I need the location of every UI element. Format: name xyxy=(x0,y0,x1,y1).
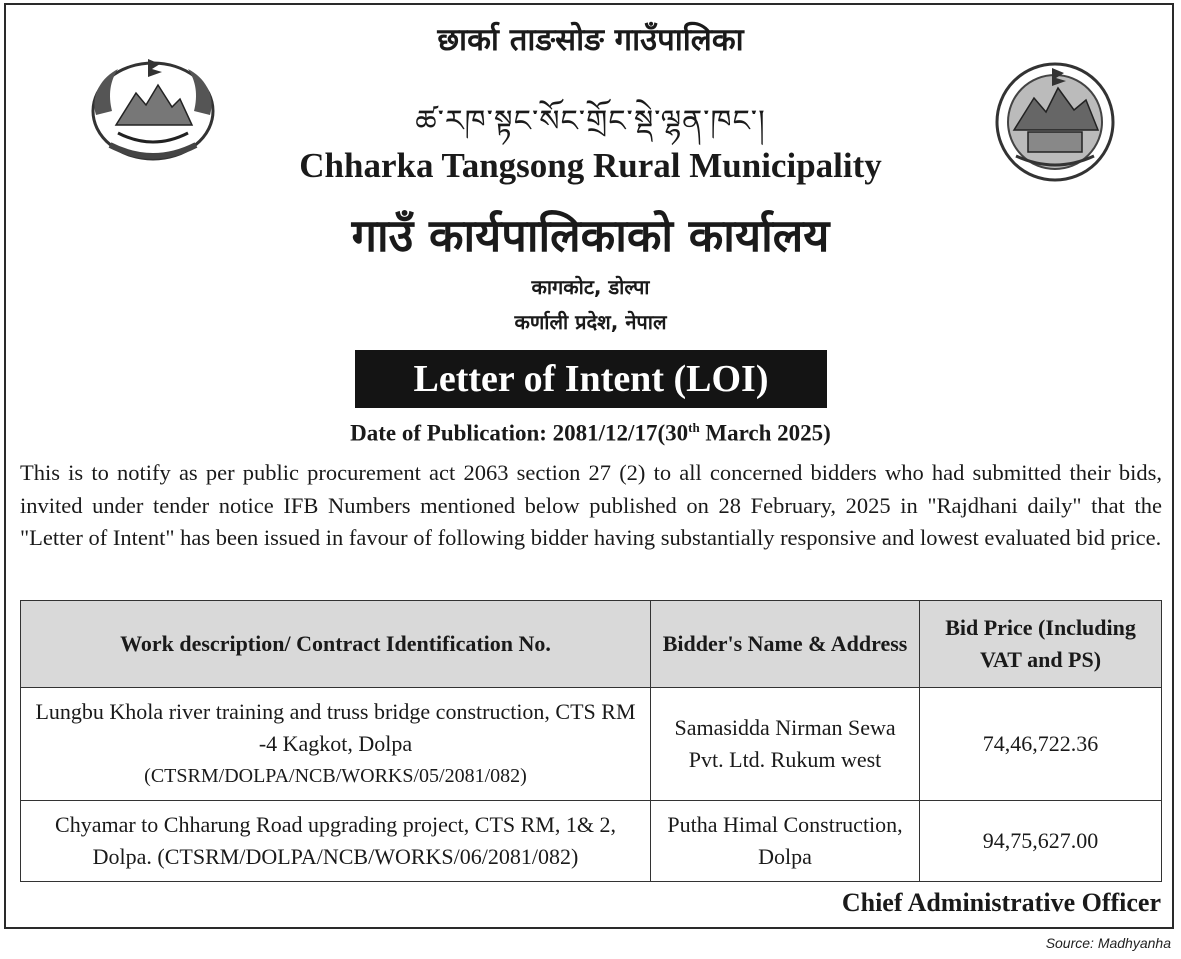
municipality-name-english: Chharka Tangsong Rural Municipality xyxy=(299,146,882,185)
table-row xyxy=(21,688,1162,801)
work-description-cell xyxy=(21,688,651,801)
source-credit: Source: Madhyanha xyxy=(1045,935,1171,951)
publication-date xyxy=(0,420,1181,447)
municipality-name-nepali: छार्का ताङसोङ गाउँपालिका xyxy=(437,22,744,58)
loi-table xyxy=(20,600,1162,882)
work-description-cell: Chyamar to Chharung Road upgrading project, CTS RM, 1& 2, Dolpa. (CTSRM/DOLPA/NCB/WORKS/06/2081/082) xyxy=(21,801,651,882)
bid-price-cell: 94,75,627.00 xyxy=(920,801,1162,882)
header-bidder: Bidder's Name & Address xyxy=(651,601,920,688)
work-description: Lungbu Khola river training and truss bridge construction, CTS RM -4 Kagkot, Dolpa xyxy=(35,699,636,756)
header-work-description: Work description/ Contract Identification No. xyxy=(21,601,651,688)
table-header-row xyxy=(21,601,1162,688)
signature-title: Chief Administrative Officer xyxy=(841,888,1161,917)
publication-date-prefix: Date of Publication: 2081/12/17(30 xyxy=(350,420,689,446)
bidder-cell: Samasidda Nirman Sewa Pvt. Ltd. Rukum west xyxy=(651,688,920,801)
contract-id: (CTSRM/DOLPA/NCB/WORKS/05/2081/082) xyxy=(144,765,527,787)
bidder-cell: Putha Himal Construction, Dolpa xyxy=(651,801,920,882)
header-bid-price: Bid Price (Including VAT and PS) xyxy=(920,601,1162,688)
address-line-2: कर्णाली प्रदेश, नेपाल xyxy=(514,310,667,334)
publication-date-ordinal: th xyxy=(688,420,700,435)
publication-date-suffix: March 2025) xyxy=(699,420,831,446)
table-row xyxy=(21,801,1162,882)
notice-body: This is to notify as per public procurement act 2063 section 27 (2) to all concerned bidders who had submitted their bids, invited under tender notice IFB Numbers mentioned below published on 28 February, 2025 in "Rajdhani daily" that the "Letter of Intent" has been issued in favour of following bidder having substantially responsive and lowest evaluated bid price. xyxy=(20,460,1162,550)
notice-title-box: Letter of Intent (LOI) xyxy=(355,350,827,408)
address-line-1: कागकोट, डोल्पा xyxy=(531,275,650,299)
municipality-name-tibetan: ཚ་རཁ་སྟང་སོང་གྲོང་སྡེ་ལྷན་ཁང་། xyxy=(415,104,766,139)
bid-price-cell: 74,46,722.36 xyxy=(920,688,1162,801)
office-title: गाउँ कार्यपालिकाको कार्यालय xyxy=(351,209,830,262)
